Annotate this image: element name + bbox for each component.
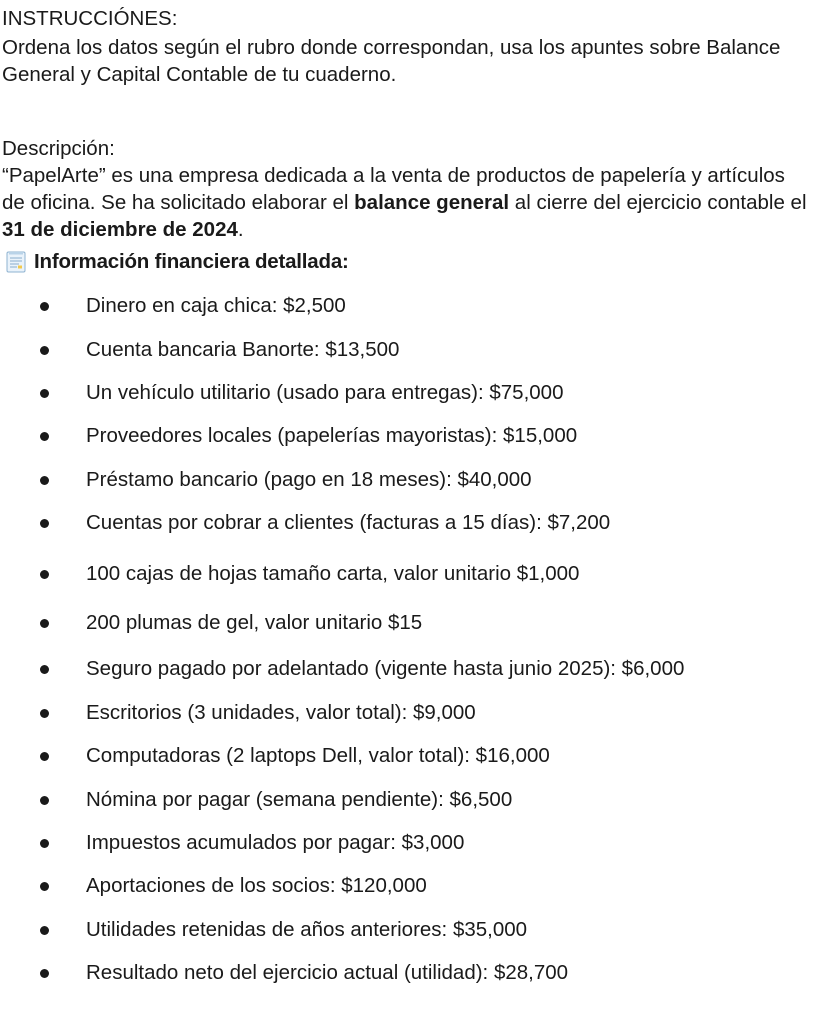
list-item [0,292,815,320]
list-item-text: Computadoras (2 laptops Dell, valor total): $16,000 [86,744,550,767]
bullet-icon [40,346,49,355]
list-item [0,742,815,770]
bullet-icon [40,926,49,935]
instructions-body: Ordena los datos según el rubro donde correspondan, usa los apuntes sobre Balance General y Capital Contable de tu cuaderno. [2,36,781,86]
description-emphasis-date: 31 de diciembre de 2024 [2,218,238,241]
list-item-text: Resultado neto del ejercicio actual (utilidad): $28,700 [86,961,569,984]
bullet-icon [40,519,49,528]
list-item-text: Seguro pagado por adelantado (vigente hasta junio 2025): $6,000 [86,657,685,680]
list-item-text: Aportaciones de los socios: $120,000 [86,874,427,897]
bullet-icon [40,432,49,441]
list-item-text: Préstamo bancario (pago en 18 meses): $40,000 [86,468,532,491]
list-item [0,872,815,900]
description-intro: “PapelArte” es una empresa dedicada a la venta de productos de papelería y artículos de oficina. Se ha solicitado elaborar el [2,164,785,214]
list-item-text: Cuentas por cobrar a clientes (facturas a 15 días): $7,200 [86,511,611,534]
financial-info-heading [4,248,349,275]
list-item [0,509,815,537]
description-middle: al cierre del ejercicio contable el [509,191,807,214]
list-item [0,609,815,637]
list-item-text: Un vehículo utilitario (usado para entregas): $75,000 [86,381,564,404]
list-item [0,422,815,450]
receipt-icon [4,250,28,274]
list-item [0,959,815,987]
list-item [0,786,815,814]
description-body [2,162,812,243]
list-item [0,699,815,727]
bullet-icon [40,796,49,805]
list-item-text: Dinero en caja chica: $2,500 [86,294,346,317]
bullet-icon [40,882,49,891]
instructions-heading: INSTRUCCIÓNES: [2,7,178,30]
list-item [0,379,815,407]
bullet-icon [40,476,49,485]
list-item-text: Cuenta bancaria Banorte: $13,500 [86,338,400,361]
bullet-icon [40,969,49,978]
list-item-text: Impuestos acumulados por pagar: $3,000 [86,831,465,854]
list-item [0,336,815,364]
list-item [0,466,815,494]
bullet-icon [40,709,49,718]
list-item-text: Nómina por pagar (semana pendiente): $6,500 [86,788,513,811]
bullet-icon [40,752,49,761]
list-item [0,655,815,683]
list-item [0,560,815,588]
bullet-icon [40,665,49,674]
list-item [0,916,815,944]
bullet-icon [40,839,49,848]
list-item [0,829,815,857]
bullet-icon [40,302,49,311]
financial-info-heading-text: Información financiera detallada: [34,250,349,273]
bullet-icon [40,619,49,628]
list-item-text: Escritorios (3 unidades, valor total): $9,000 [86,701,476,724]
description-emphasis-balance: balance general [354,191,510,214]
list-item-text: Utilidades retenidas de años anteriores: $35,000 [86,918,528,941]
list-item-text: Proveedores locales (papelerías mayoristas): $15,000 [86,424,578,447]
description-heading: Descripción: [2,137,115,160]
bullet-icon [40,389,49,398]
list-item-text: 200 plumas de gel, valor unitario $15 [86,611,423,634]
list-item-text: 100 cajas de hojas tamaño carta, valor unitario $1,000 [86,562,580,585]
description-end: . [237,218,244,241]
bullet-icon [40,570,49,579]
